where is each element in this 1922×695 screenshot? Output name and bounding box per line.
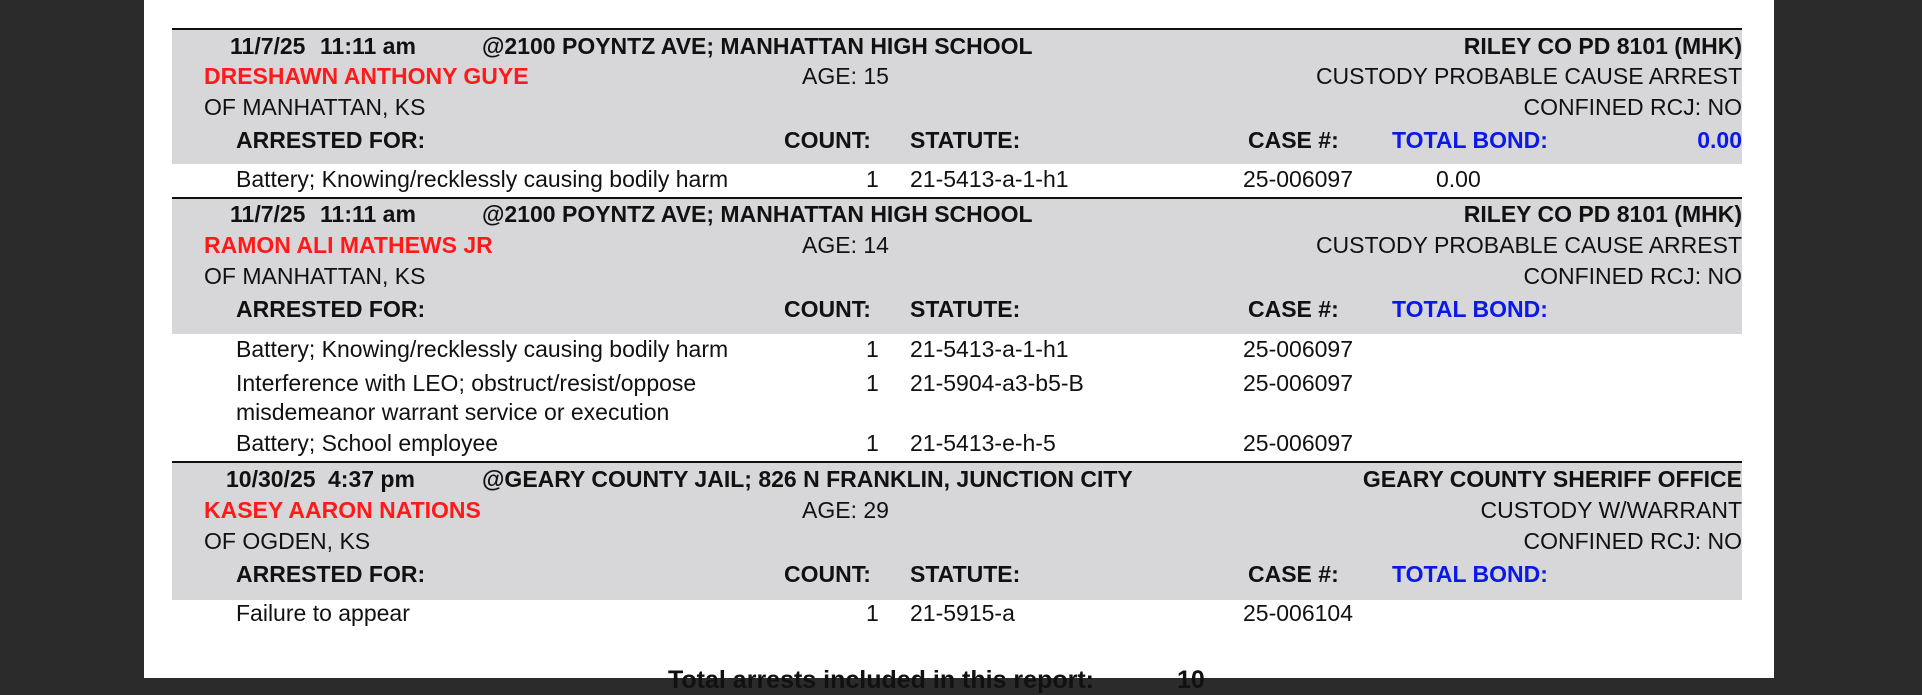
charge-bond: 0.00 (1436, 166, 1481, 192)
charge-count: 1 (866, 166, 879, 192)
label-case: CASE #: (1248, 561, 1339, 587)
custody-type: CUSTODY W/WARRANT (1480, 497, 1742, 523)
charge-statute: 21-5413-e-h-5 (910, 430, 1056, 456)
arrestee-name: RAMON ALI MATHEWS JR (204, 232, 493, 258)
charge-statute: 21-5413-a-1-h1 (910, 166, 1069, 192)
arrestee-name: KASEY AARON NATIONS (204, 497, 481, 523)
report-total-value: 10 (1176, 666, 1205, 694)
arrestee-age: AGE: 15 (802, 63, 889, 89)
label-statute: STATUTE: (910, 561, 1021, 587)
charge-statute: 21-5904-a3-b5-B (910, 370, 1084, 396)
charge-description: Failure to appear (236, 600, 410, 626)
arrest-time: 11:11 am (320, 33, 416, 59)
label-total-bond: TOTAL BOND: (1392, 127, 1548, 153)
charge-description: Battery; Knowing/recklessly causing bodily harm (236, 166, 729, 192)
charge-count: 1 (866, 600, 879, 626)
arrest-location: @2100 POYNTZ AVE; MANHATTAN HIGH SCHOOL (482, 33, 1033, 59)
custody-type: CUSTODY PROBABLE CAUSE ARREST (1315, 63, 1742, 89)
charge-description: Battery; School employee (236, 430, 499, 456)
arrestee-city: OF MANHATTAN, KS (204, 94, 426, 120)
report-page (144, 0, 1774, 694)
charge-statute: 21-5915-a (910, 600, 1015, 626)
charge-case-number: 25-006097 (1243, 370, 1353, 396)
charge-case-number: 25-006104 (1243, 600, 1353, 626)
arresting-agency: GEARY COUNTY SHERIFF OFFICE (1362, 466, 1742, 492)
label-count: COUNT: (784, 127, 871, 153)
label-count: COUNT: (784, 561, 871, 587)
arrestee-age: AGE: 14 (802, 232, 889, 258)
arrest-location: @GEARY COUNTY JAIL; 826 N FRANKLIN, JUNCTION CITY (482, 466, 1133, 492)
charge-count: 1 (866, 370, 879, 396)
label-arrested-for: ARRESTED FOR: (236, 296, 426, 322)
arrestee-age: AGE: 29 (802, 497, 889, 523)
report-total-label: Total arrests included in this report: (668, 666, 1094, 694)
arrestee-city: OF MANHATTAN, KS (204, 263, 426, 289)
report-total (668, 665, 1205, 695)
charge-count: 1 (866, 336, 879, 362)
label-statute: STATUTE: (910, 127, 1021, 153)
arrestee-name: DRESHAWN ANTHONY GUYE (204, 63, 529, 89)
charge-statute: 21-5413-a-1-h1 (910, 336, 1069, 362)
label-count: COUNT: (784, 296, 871, 322)
charge-count: 1 (866, 430, 879, 456)
label-total-bond: TOTAL BOND: (1392, 296, 1548, 322)
custody-type: CUSTODY PROBABLE CAUSE ARREST (1315, 232, 1742, 258)
label-case: CASE #: (1248, 296, 1339, 322)
label-statute: STATUTE: (910, 296, 1021, 322)
total-bond-value: 0.00 (1697, 127, 1742, 153)
arrestee-city: OF OGDEN, KS (204, 528, 371, 554)
label-arrested-for: ARRESTED FOR: (236, 127, 426, 153)
arresting-agency: RILEY CO PD 8101 (MHK) (1463, 201, 1742, 227)
charge-case-number: 25-006097 (1243, 336, 1353, 362)
confined-status: CONFINED RCJ: NO (1523, 263, 1742, 289)
arrest-date: 11/7/25 (230, 33, 306, 59)
charge-description-continued: misdemeanor warrant service or execution (236, 399, 670, 425)
arrest-date: 10/30/25 (226, 466, 316, 492)
confined-status: CONFINED RCJ: NO (1523, 528, 1742, 554)
charge-description: Battery; Knowing/recklessly causing bodily harm (236, 336, 729, 362)
charge-description: Interference with LEO; obstruct/resist/oppose (236, 370, 697, 396)
label-total-bond: TOTAL BOND: (1392, 561, 1548, 587)
charge-case-number: 25-006097 (1243, 430, 1353, 456)
arresting-agency: RILEY CO PD 8101 (MHK) (1463, 33, 1742, 59)
label-case: CASE #: (1248, 127, 1339, 153)
arrest-location: @2100 POYNTZ AVE; MANHATTAN HIGH SCHOOL (482, 201, 1033, 227)
arrest-time: 4:37 pm (328, 466, 415, 492)
confined-status: CONFINED RCJ: NO (1523, 94, 1742, 120)
label-arrested-for: ARRESTED FOR: (236, 561, 426, 587)
arrest-time: 11:11 am (320, 201, 416, 227)
charge-case-number: 25-006097 (1243, 166, 1353, 192)
arrest-date: 11/7/25 (230, 201, 306, 227)
